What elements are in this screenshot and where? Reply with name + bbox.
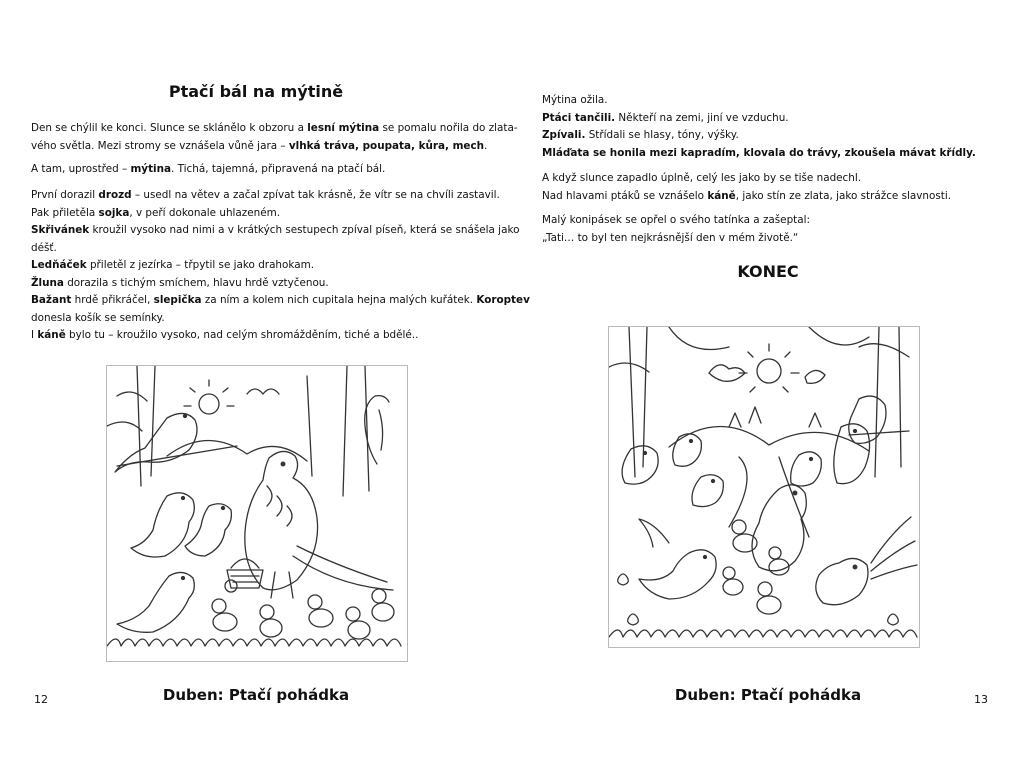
text-segment: I (31, 329, 38, 341)
text-segment: Den se chýlil ke konci. Slunce se sklánělo k obzoru a (31, 122, 308, 134)
bold-text: mýtina (130, 163, 172, 175)
bold-text: Ptáci tančili. (542, 111, 616, 124)
text-segment: . Tichá, tajemná, připravená na ptačí bál. (171, 163, 386, 175)
text-segment: Pak přiletěla (31, 206, 99, 219)
paragraph-dance (542, 92, 976, 162)
text-segment: přiletěl z jezírka – třpytil se jako drahokam. (86, 259, 315, 271)
text-line (542, 92, 976, 110)
text-line (542, 188, 951, 206)
paragraph-clearing (31, 161, 385, 179)
text-segment: dorazila s tichým smíchem, hlavu hrdě vztyčenou. (63, 276, 329, 289)
paragraph-arrivals (31, 187, 530, 345)
text-segment: A tam, uprostřed – (31, 163, 131, 175)
bold-text: Mláďata se honila mezi kapradím, klovala do trávy, zkoušela mávat křídly. (542, 146, 976, 159)
bold-text: Bažant (31, 294, 72, 306)
text-line (31, 275, 530, 293)
text-segment: vého světla. Mezi stromy se vznášela vůně jara – (31, 139, 289, 152)
bold-text: Žluna (31, 276, 64, 289)
text-line (31, 327, 530, 345)
text-line (542, 145, 976, 163)
text-line (542, 230, 810, 248)
bold-text: Ledňáček (31, 259, 87, 271)
text-segment: donesla košík se semínky. (31, 311, 165, 324)
paragraph-sunset (542, 170, 951, 205)
text-line (31, 187, 530, 205)
text-segment: za ním a kolem nich cupitala hejna malých kuřátek. (201, 294, 477, 306)
text-line (31, 138, 518, 156)
chapter-footer-right: Duben: Ptačí pohádka (674, 686, 862, 704)
paragraph-intro (31, 120, 518, 155)
text-segment: , jako stín ze zlata, jako strážce slavnosti. (735, 189, 952, 202)
text-segment: , v peří dokonale uhlazeném. (129, 206, 281, 219)
birds-meadow-line-art-icon (609, 327, 919, 647)
bold-text: káně (707, 189, 736, 202)
text-line (542, 127, 976, 145)
text-line (31, 310, 530, 328)
text-line (542, 170, 951, 188)
text-segment: Střídali se hlasy, tóny, výšky. (585, 129, 739, 141)
text-line (542, 110, 976, 128)
text-line (31, 205, 530, 223)
text-line (542, 212, 810, 230)
text-segment: „Tati… to byl ten nejkrásnější den v mém životě.“ (542, 231, 799, 244)
text-segment: hrdě přikráčel, (71, 294, 154, 306)
bold-text: sojka (98, 206, 130, 219)
text-line (31, 222, 530, 240)
text-line (31, 292, 530, 310)
bold-text: Koroptev (476, 294, 530, 306)
bold-text: slepička (153, 294, 202, 306)
text-segment: . (484, 139, 488, 152)
right-page (512, 0, 1024, 768)
text-segment: Malý konipásek se opřel o svého tatínka a zašeptal: (542, 214, 810, 226)
chapter-footer-left: Duben: Ptačí pohádka (162, 686, 350, 704)
text-line (31, 257, 530, 275)
text-segment: kroužil vysoko nad nimi a v krátkých sestupech zpíval píseň, která se snášela jako (89, 224, 520, 236)
coloring-illustration-right (608, 326, 920, 648)
page-number-right: 13 (974, 693, 988, 706)
text-segment: A když slunce zapadlo úplně, celý les jako by se tiše nadechl. (542, 172, 862, 184)
text-line (31, 161, 385, 179)
text-segment: Někteří na zemi, jiní ve vzduchu. (615, 111, 789, 124)
text-line (31, 240, 530, 258)
coloring-illustration-left (106, 365, 408, 662)
text-line (31, 120, 518, 138)
bold-text: Zpívali. (542, 129, 586, 141)
text-segment: Nad hlavami ptáků se vznášelo (542, 189, 708, 202)
text-segment: První dorazil (31, 189, 99, 201)
text-segment: se pomalu nořila do zlata- (379, 122, 518, 134)
bold-text: káně (37, 329, 66, 341)
text-segment: – usedl na větev a začal zpívat tak krásně, že vítr se na chvíli zastavil. (131, 189, 500, 201)
end-title: KONEC (737, 262, 799, 281)
text-segment: déšť. (31, 241, 57, 254)
text-segment: bylo tu – kroužilo vysoko, nad celým shromážděním, tiché a bdělé.. (65, 329, 419, 341)
story-title: Ptačí bál na mýtině (168, 82, 344, 101)
bold-text: lesní mýtina (307, 122, 380, 134)
page-number-left: 12 (34, 693, 48, 706)
bold-text: Skřivánek (31, 224, 90, 236)
paragraph-whisper (542, 212, 810, 247)
bird-ball-line-art-icon (107, 366, 407, 661)
bold-text: drozd (98, 189, 132, 201)
text-segment: Mýtina ožila. (542, 94, 608, 106)
bold-text: vlhká tráva, poupata, kůra, mech (288, 139, 485, 152)
